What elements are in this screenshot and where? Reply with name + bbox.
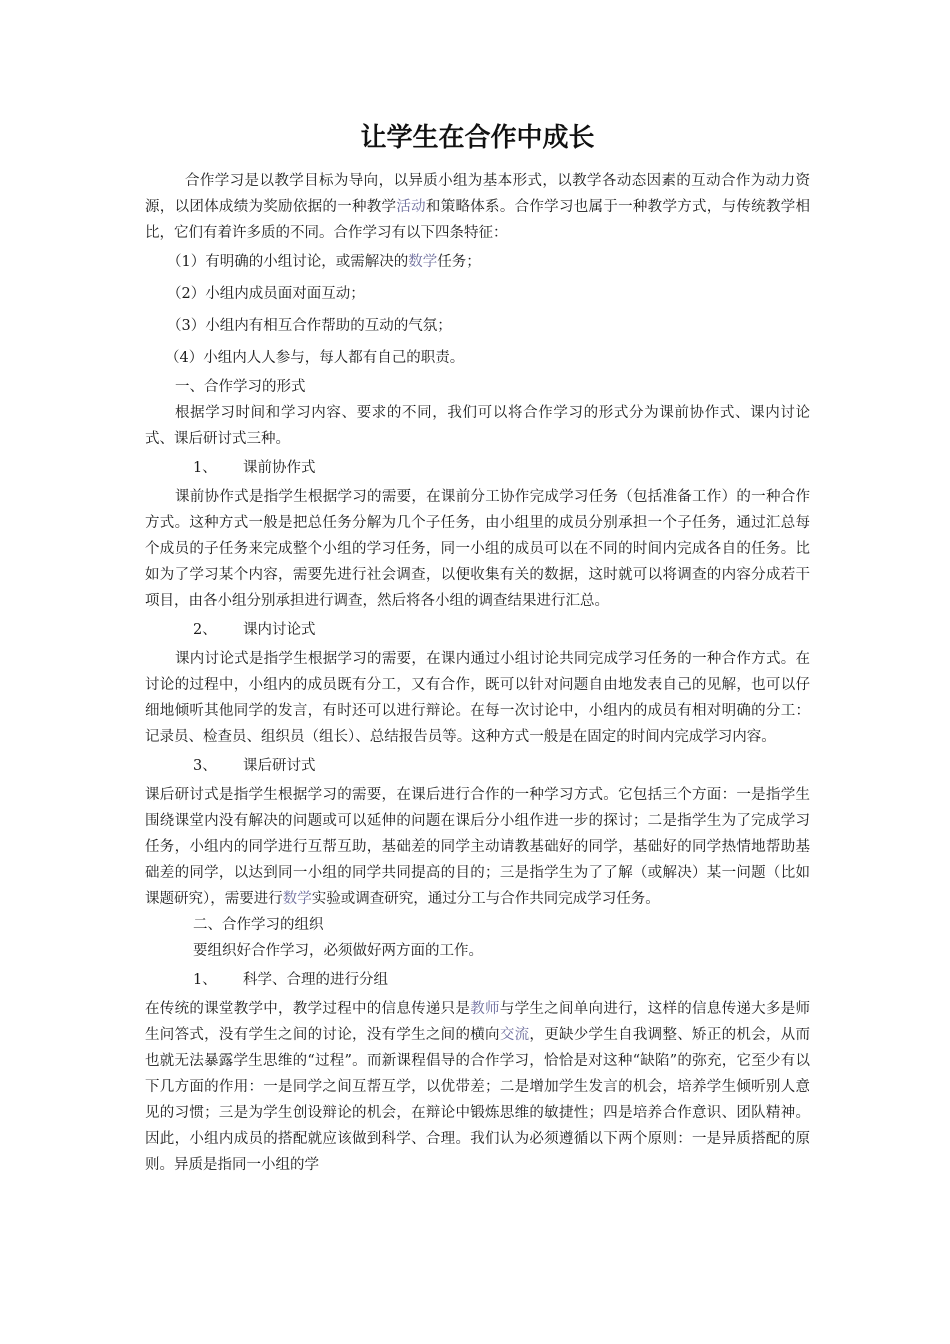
subsection-number: 1、 bbox=[193, 460, 217, 476]
body-link-math[interactable]: 数学 bbox=[282, 891, 312, 907]
document-page bbox=[145, 120, 810, 1178]
subsection-label: 课内讨论式 bbox=[243, 622, 316, 638]
subsection-label: 课后研讨式 bbox=[243, 758, 316, 774]
intro-text-2: 和策略体系。合作学习也属于一种教学方式，与传统教学相比，它们有着许多质的不同。合作学习有以下四条特征： bbox=[145, 199, 811, 241]
body-text: 实验或调查研究，通过分工与合作共同完成学习任务。 bbox=[311, 891, 660, 907]
subsection-label: 科学、合理的进行分组 bbox=[243, 972, 388, 988]
subsection-heading-4 bbox=[145, 964, 810, 996]
intro-text-1: 合作学习是以教学目标为导向，以异质小组为基本形式，以教学各动态因素的互动合作为动力资源，以团体成绩为奖励依据的一种教学 bbox=[145, 173, 810, 215]
subsection-heading-2 bbox=[145, 614, 810, 646]
feature-item-4: （4）小组内人人参与，每人都有自己的职责。 bbox=[165, 350, 465, 366]
subsection-number: 1、 bbox=[193, 972, 217, 988]
body-text: ，更缺少学生自我调整、矫正的机会，从而也就无法暴露学生思维的“过程”。而新课程倡导的合作学习，恰恰是对这种“缺陷”的弥充，它至少有以下几方面的作用：一是同学之间互帮互学，以优带差；二是增加学生发言的机会，培养学生倾听别人意见的习惯；三是为学生创设辩论的机会，在辩论中锻炼思维的敏捷性；四是培养合作意识、团队精神。因此，小组内成员的搭配就应该做到科学、合理。我们认为必须遵循以下两个原则：一是异质搭配的原则。异质是指同一小组的学 bbox=[145, 1027, 811, 1173]
feature-item-1 bbox=[145, 246, 810, 278]
section1-intro: 根据学习时间和学习内容、要求的不同，我们可以将合作学习的形式分为课前协作式、课内讨论式、课后研讨式三种。 bbox=[145, 405, 810, 447]
subsection-body-1: 课前协作式是指学生根据学习的需要，在课前分工协作完成学习任务（包括准备工作）的一种合作方式。这种方式一般是把总任务分解为几个子任务，由小组里的成员分别承担一个子任务，通过汇总每个成员的子任务来完成整个小组的学习任务，同一小组的成员可以在不同的时间内完成各自的任务。比如为了学习某个内容，需要先进行社会调查，以便收集有关的数据，这时就可以将调查的内容分成若干项目，由各小组分别承担进行调查，然后将各小组的调查结果进行汇总。 bbox=[145, 489, 810, 609]
subsection-body-2: 课内讨论式是指学生根据学习的需要，在课内通过小组讨论共同完成学习任务的一种合作方式。在讨论的过程中，小组内的成员既有分工，又有合作，既可以针对问题自由地发表自己的见解，也可以仔细地倾听其他同学的发言，有时还可以进行辩论。在每一次讨论中，小组内的成员有相对明确的分工：记录员、检查员、组织员（组长）、总结报告员等。这种方式一般是在固定的时间内完成学习内容。 bbox=[145, 651, 810, 745]
subsection-heading-1 bbox=[145, 452, 810, 484]
intro-paragraph bbox=[145, 168, 810, 246]
subsection-body-3 bbox=[145, 782, 810, 912]
body-link-exchange[interactable]: 交流 bbox=[499, 1027, 530, 1043]
intro-link-activity[interactable]: 活动 bbox=[396, 199, 426, 215]
section2-heading: 二、合作学习的组织 bbox=[193, 917, 324, 933]
feature-item-3: （3）小组内有相互合作帮助的互动的气氛； bbox=[167, 318, 452, 334]
subsection-number: 2、 bbox=[193, 622, 217, 638]
subsection-heading-3 bbox=[145, 750, 810, 782]
body-text: 课后研讨式是指学生根据学习的需要，在课后进行合作的一种学习方式。它包括三个方面：一是指学生围绕课堂内没有解决的问题或可以延伸的问题在课后分小组作进一步的探讨；二是指学生为了完成学习任务，小组内的同学进行互帮互助，基础差的同学主动请教基础好的同学，基础好的同学热情地帮助基础差的同学，以达到同一小组的同学共同提高的目的；三是指学生为了了解（或解决）某一问题（比如课题研究），需要进行 bbox=[145, 787, 810, 907]
feature-item-2: （2）小组内成员面对面互动； bbox=[167, 286, 365, 302]
feature-text: （1）有明确的小组讨论，或需解决的 bbox=[167, 254, 409, 270]
body-text: 与学生之间单向进行，这样的信息传递大多是师生问答式，没有学生之间的讨论，没有学生之间的横向 bbox=[145, 1001, 811, 1043]
body-text: 在传统的课堂教学中，教学过程中的信息传递只是 bbox=[145, 1001, 471, 1017]
subsection-number: 3、 bbox=[193, 758, 217, 774]
section2-intro: 要组织好合作学习，必须做好两方面的工作。 bbox=[193, 943, 483, 959]
body-link-teacher[interactable]: 教师 bbox=[470, 1001, 500, 1017]
feature-link-math[interactable]: 数学 bbox=[408, 254, 438, 270]
subsection-label: 课前协作式 bbox=[243, 460, 316, 476]
document-title: 让学生在合作中成长 bbox=[360, 123, 595, 153]
subsection-body-4 bbox=[145, 996, 810, 1178]
feature-text: 任务； bbox=[437, 254, 481, 270]
section1-heading: 一、合作学习的形式 bbox=[175, 379, 306, 395]
